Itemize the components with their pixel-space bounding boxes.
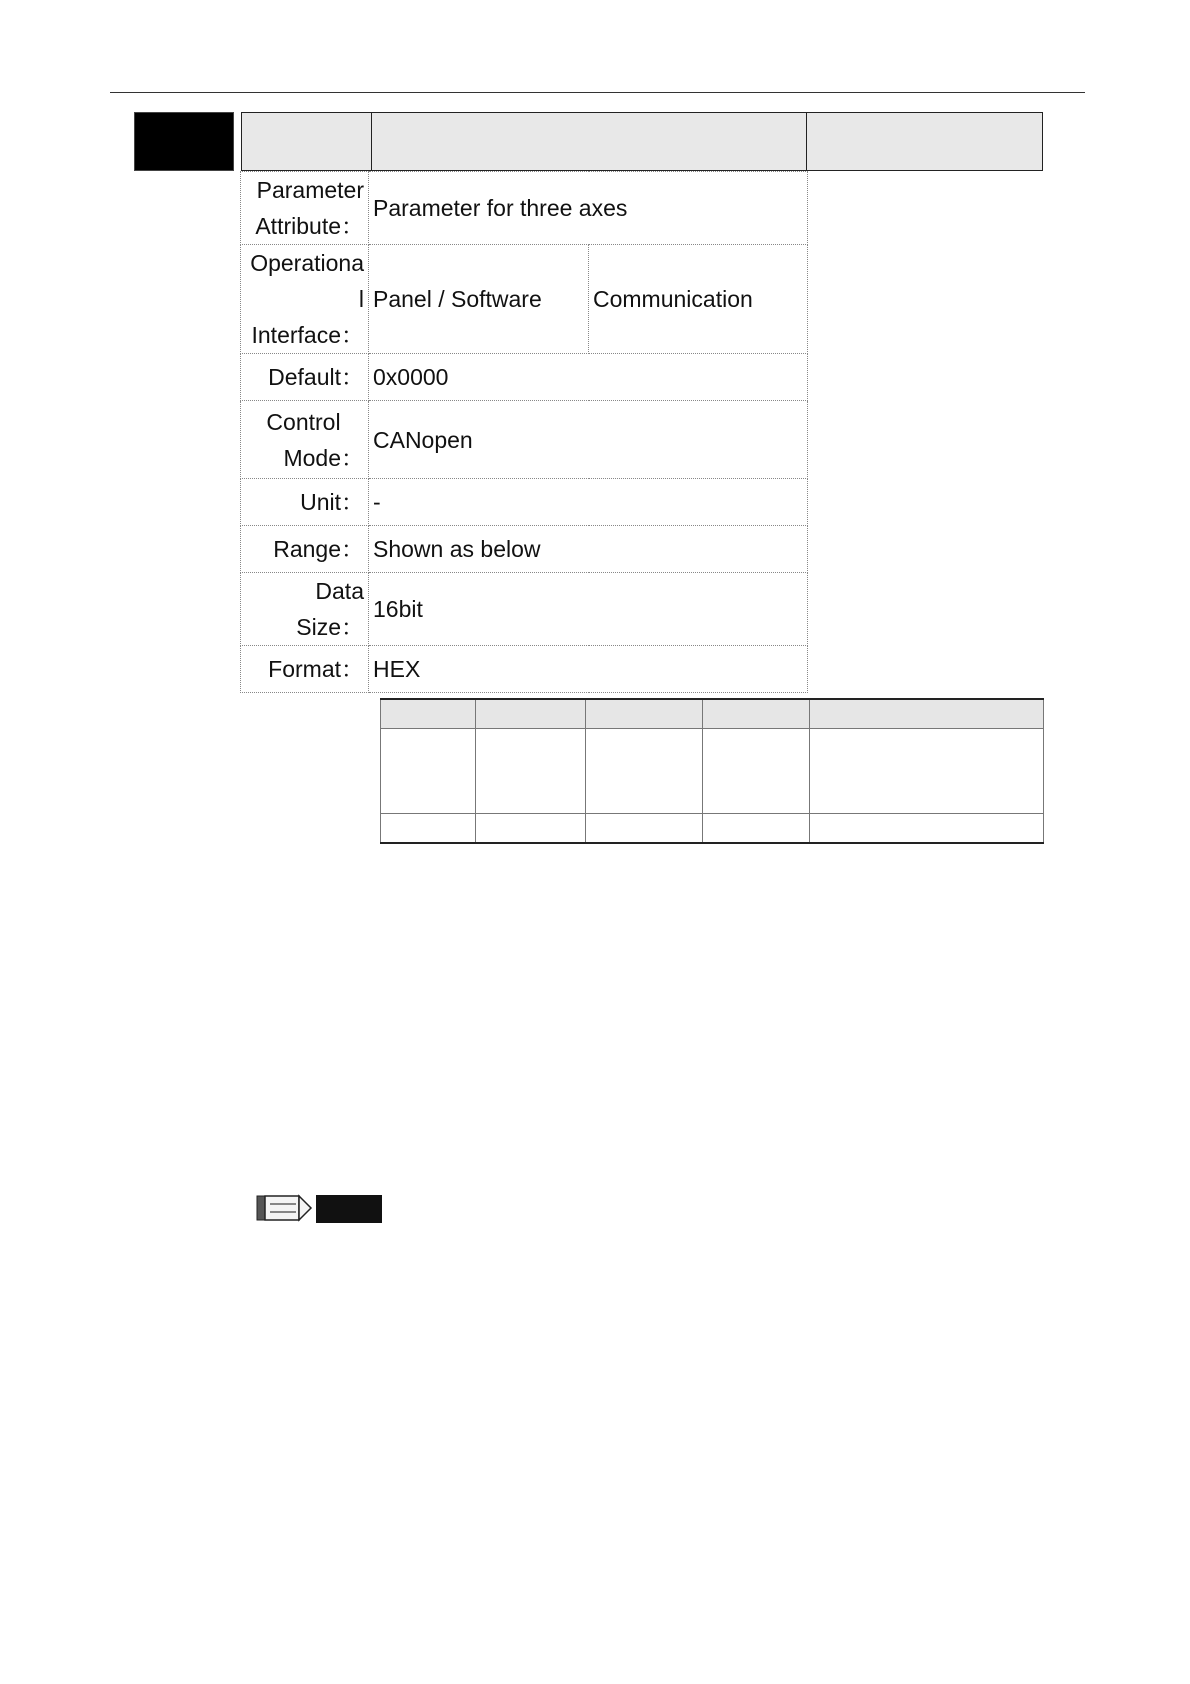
row-format — [241, 646, 808, 693]
bit-table-header-row — [381, 699, 1044, 729]
bit-table-cell — [586, 814, 703, 844]
bit-table-cell — [810, 729, 1044, 814]
bit-table-cell — [703, 729, 810, 814]
format-label: Format： — [241, 646, 369, 693]
unit-label: Unit： — [241, 479, 369, 526]
op-iface-comm: Communication — [589, 245, 808, 354]
bit-table-cell — [586, 729, 703, 814]
note-marker — [256, 1193, 384, 1223]
bit-table-cell — [381, 814, 476, 844]
bit-table-row — [381, 729, 1044, 814]
bit-table-header-cell — [381, 699, 476, 729]
header-cell-name — [371, 112, 808, 171]
row-parameter-attribute — [241, 172, 808, 245]
bit-table-header-cell — [703, 699, 810, 729]
range-label: Range： — [241, 526, 369, 573]
control-mode-value: CANopen — [369, 401, 808, 479]
unit-value: - — [369, 479, 808, 526]
default-label: Default： — [241, 354, 369, 401]
parameter-attribute-table — [240, 171, 808, 693]
bit-table-header-cell — [586, 699, 703, 729]
bit-table-header-cell — [476, 699, 586, 729]
row-default — [241, 354, 808, 401]
row-data-size — [241, 573, 808, 646]
format-value: HEX — [369, 646, 808, 693]
pencil-note-icon — [256, 1193, 316, 1223]
range-value: Shown as below — [369, 526, 808, 573]
bit-table-row — [381, 814, 1044, 844]
control-mode-label: Control Mode： — [241, 401, 369, 479]
bit-definition-table — [380, 698, 1044, 844]
note-label-block — [316, 1195, 382, 1223]
bit-table-cell — [810, 814, 1044, 844]
bit-table-cell — [381, 729, 476, 814]
row-operational-interface — [241, 245, 808, 354]
op-iface-label: Operationa l Interface： — [241, 245, 369, 354]
bit-table-cell — [476, 814, 586, 844]
top-rule — [110, 92, 1085, 93]
bit-table-cell — [476, 729, 586, 814]
row-unit — [241, 479, 808, 526]
bit-table-header-cell — [810, 699, 1044, 729]
header-cell-extra — [806, 112, 1043, 171]
param-attr-label: Parameter Attribute： — [241, 172, 369, 245]
row-range — [241, 526, 808, 573]
op-iface-panel: Panel / Software — [369, 245, 589, 354]
data-size-value: 16bit — [369, 573, 808, 646]
parameter-code-block — [134, 112, 234, 171]
header-cell-address — [241, 112, 372, 171]
default-value: 0x0000 — [369, 354, 808, 401]
param-attr-value: Parameter for three axes — [369, 172, 808, 245]
bit-table-cell — [703, 814, 810, 844]
data-size-label: Data Size： — [241, 573, 369, 646]
row-control-mode — [241, 401, 808, 479]
